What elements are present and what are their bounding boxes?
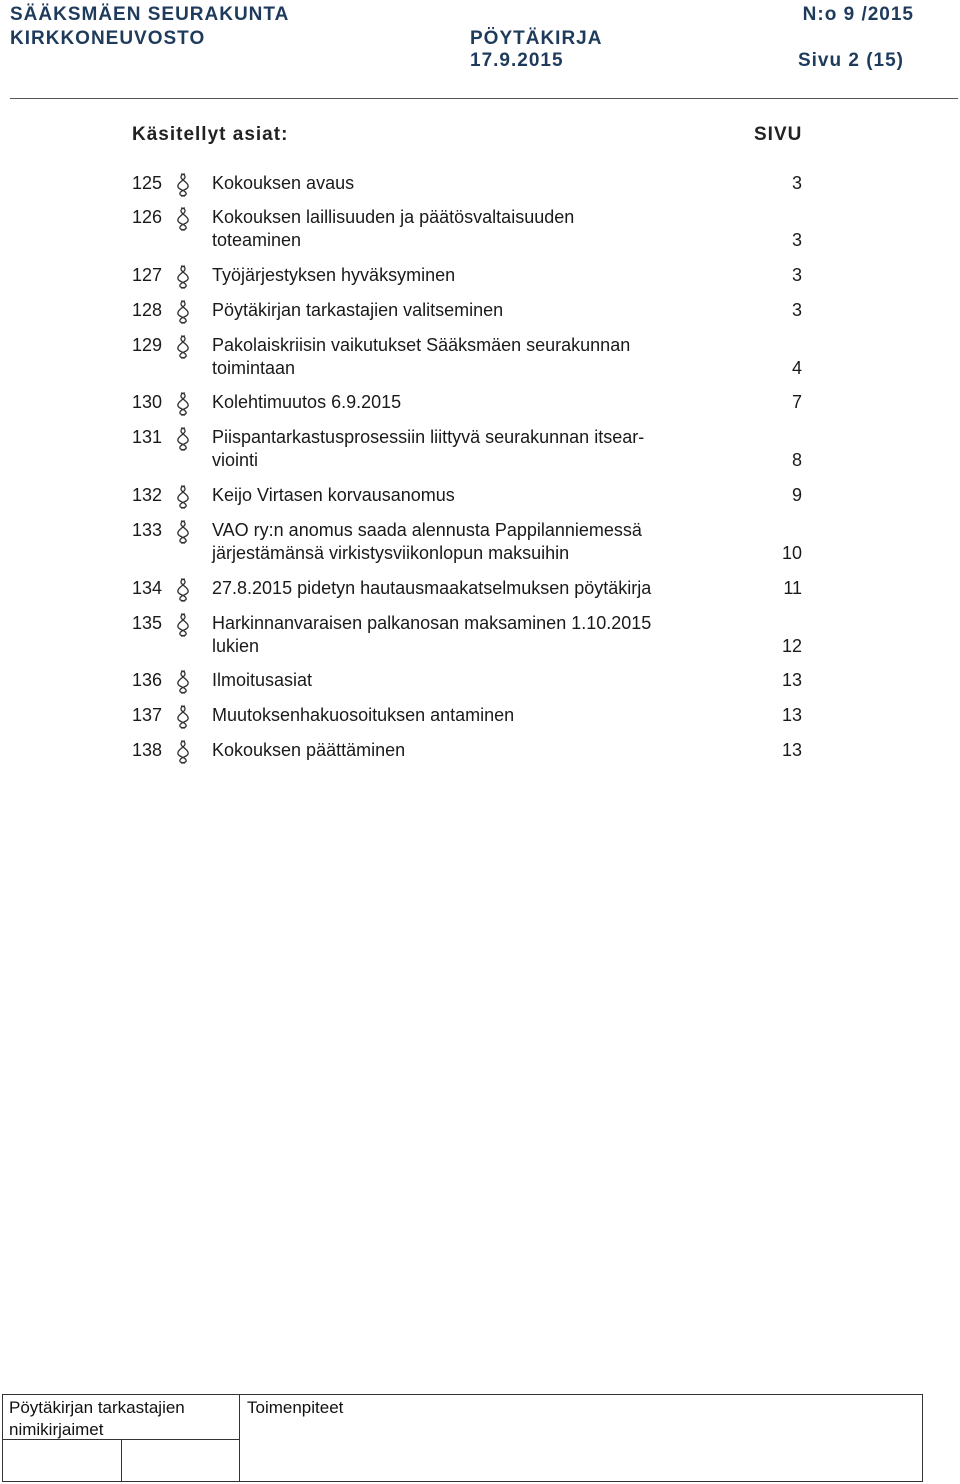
item-page: 8	[791, 450, 802, 470]
item-title-line1: Harkinnanvaraisen palkanosan maksaminen 1.10.2015	[212, 613, 652, 633]
item-title-line1: Muutoksenhakuosoituksen antaminen	[212, 705, 515, 725]
item-page: 3	[791, 230, 802, 250]
item-title	[212, 612, 762, 658]
item-title-line1: Pöytäkirjan tarkastajien valitseminen	[212, 300, 504, 320]
org-name: SÄÄKSMÄEN SEURAKUNTA	[10, 4, 290, 25]
section-sign-icon	[174, 705, 192, 729]
section-sign-icon	[174, 427, 192, 451]
item-title-line1: Kokouksen avaus	[212, 173, 355, 193]
item-title-line2: toteaminen	[212, 230, 302, 250]
item-title	[212, 669, 762, 692]
section-sign-icon	[174, 578, 192, 602]
item-page: 12	[781, 636, 802, 656]
item-page: 10	[781, 543, 802, 563]
section-sign-icon	[174, 520, 192, 544]
item-page: 3	[791, 300, 802, 320]
item-number: 128	[132, 300, 163, 320]
item-number: 135	[132, 613, 163, 633]
item-title	[212, 426, 762, 472]
item-number: 130	[132, 392, 163, 412]
item-title	[212, 484, 762, 507]
item-title-line2: viointi	[212, 450, 259, 470]
item-number: 126	[132, 207, 163, 227]
item-title-line1: Piispantarkastusprosessiin liittyvä seurakunnan itsear-	[212, 427, 645, 447]
item-title	[212, 391, 762, 414]
item-number: 138	[132, 740, 163, 760]
section-sign-icon	[174, 300, 192, 324]
item-page: 13	[781, 670, 802, 690]
item-title-line1: 27.8.2015 pidetyn hautausmaakatselmuksen pöytäkirja	[212, 578, 652, 598]
section-sign-icon	[174, 335, 192, 359]
section-sign-icon	[174, 670, 192, 694]
meeting-date: 17.9.2015	[470, 50, 564, 71]
item-title-line1: Kokouksen päättäminen	[212, 740, 406, 760]
item-title-line1: VAO ry:n anomus saada alennusta Pappilanniemessä	[212, 520, 642, 540]
item-number: 125	[132, 173, 163, 193]
item-title	[212, 519, 762, 565]
item-title	[212, 334, 762, 380]
item-page: 9	[791, 485, 802, 505]
item-title	[212, 577, 762, 600]
section-sign-icon	[174, 207, 192, 231]
body-name: KIRKKONEUVOSTO	[10, 28, 206, 49]
item-title	[212, 264, 762, 287]
item-title-line1: Pakolaiskriisin vaikutukset Sääksmäen seurakunnan	[212, 335, 631, 355]
item-title-line1: Työjärjestyksen hyväksyminen	[212, 265, 456, 285]
item-page: 11	[783, 578, 802, 598]
section-sign-icon	[174, 485, 192, 509]
item-title	[212, 172, 762, 195]
item-number: 127	[132, 265, 163, 285]
section-title: Käsitellyt asiat:	[132, 124, 289, 145]
section-sign-icon	[174, 392, 192, 416]
page-indicator: Sivu 2 (15)	[797, 50, 904, 71]
section-sign-icon	[174, 265, 192, 289]
item-number: 131	[132, 427, 163, 447]
minutes-number: N:o 9 /2015	[802, 4, 914, 25]
item-page: 7	[791, 392, 802, 412]
item-number: 129	[132, 335, 163, 355]
item-number: 133	[132, 520, 163, 540]
section-sign-icon	[174, 173, 192, 197]
item-page: 4	[791, 358, 802, 378]
item-title-line2: toimintaan	[212, 358, 296, 378]
item-number: 136	[132, 670, 163, 690]
item-title	[212, 206, 762, 252]
item-page: 3	[791, 173, 802, 193]
item-title-line1: Kokouksen laillisuuden ja päätösvaltaisuuden	[212, 207, 575, 227]
item-page: 13	[781, 705, 802, 725]
item-title	[212, 704, 762, 727]
item-page: 13	[781, 740, 802, 760]
item-title	[212, 299, 762, 322]
item-number: 134	[132, 578, 163, 598]
section-sign-icon	[174, 740, 192, 764]
document-type: PÖYTÄKIRJA	[470, 28, 603, 49]
item-title-line1: Keijo Virtasen korvausanomus	[212, 485, 455, 505]
actions-label: Toimenpiteet	[247, 1398, 344, 1417]
item-title-line2: lukien	[212, 636, 260, 656]
item-title	[212, 739, 762, 762]
item-number: 132	[132, 485, 163, 505]
header-divider	[10, 98, 958, 99]
item-title-line1: Ilmoitusasiat	[212, 670, 313, 690]
signatures-label: Pöytäkirjan tarkastajien nimikirjaimet	[9, 1398, 185, 1439]
section-sign-icon	[174, 613, 192, 637]
footer-box	[2, 1394, 923, 1482]
item-page: 3	[791, 265, 802, 285]
signature-cell	[3, 1395, 240, 1481]
signature-split	[121, 1439, 122, 1481]
actions-cell	[241, 1395, 922, 1481]
item-title-line2: järjestämänsä virkistysviikonlopun maksuihin	[212, 543, 570, 563]
page-column-header: SIVU	[754, 124, 803, 145]
item-title-line1: Kolehtimuutos 6.9.2015	[212, 392, 402, 412]
item-number: 137	[132, 705, 163, 725]
